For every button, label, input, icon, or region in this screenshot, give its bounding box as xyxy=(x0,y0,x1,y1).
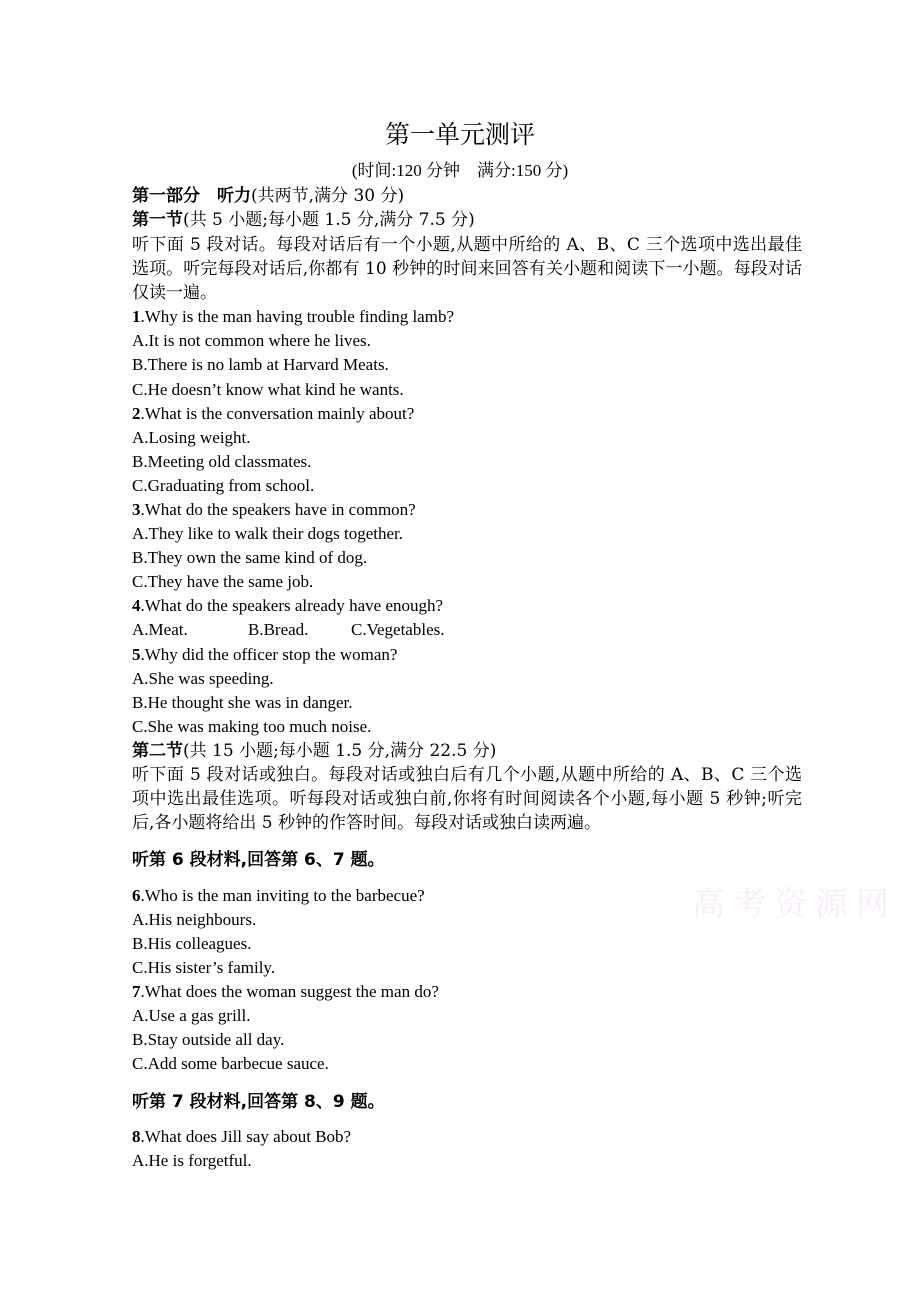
part1-heading-label: 第一部分 听力 xyxy=(132,186,251,206)
option-2b: B.Meeting old classmates. xyxy=(132,452,312,471)
option-5b: B.He thought she was in danger. xyxy=(132,693,353,712)
section1-instructions: 听下面 5 段对话。每段对话后有一个小题,从题中所给的 A、B、C 三个选项中选出最佳选项。听完每段对话后,你都有 10 秒钟的时间来回答有关小题和阅读下一小题。每段对话仅读一遍。 xyxy=(132,235,802,304)
question-text: .What is the conversation mainly about? xyxy=(140,404,415,423)
material-7-heading: 听第 7 段材料,回答第 8、9 题。 xyxy=(132,1092,385,1112)
question-text: .Why is the man having trouble finding lamb? xyxy=(140,307,454,326)
option-4b: B.Bread. xyxy=(248,620,309,639)
question-text: .What does Jill say about Bob? xyxy=(140,1127,352,1146)
question-7 xyxy=(132,980,439,1004)
option-6b: B.His colleagues. xyxy=(132,934,252,953)
question-text: .What do the speakers have in common? xyxy=(140,500,416,519)
option-4a: A.Meat. xyxy=(132,620,188,639)
section1-heading-detail: (共 5 小题;每小题 1.5 分,满分 7.5 分) xyxy=(183,210,475,230)
option-3a: A.They like to walk their dogs together. xyxy=(132,524,403,543)
page-title: 第一单元测评 xyxy=(384,120,535,149)
option-1b: B.There is no lamb at Harvard Meats. xyxy=(132,355,389,374)
option-1c: C.He doesn’t know what kind he wants. xyxy=(132,380,404,399)
question-4 xyxy=(132,594,443,618)
option-2c: C.Graduating from school. xyxy=(132,476,315,495)
section2-heading-detail: (共 15 小题;每小题 1.5 分,满分 22.5 分) xyxy=(183,741,497,761)
section1-heading-label: 第一节 xyxy=(132,210,183,230)
question-number: 8 xyxy=(132,1127,141,1146)
section2-heading xyxy=(132,739,496,763)
option-7b: B.Stay outside all day. xyxy=(132,1030,285,1049)
exam-meta: (时间:120 分钟 满分:150 分) xyxy=(351,161,569,180)
section2-instructions: 听下面 5 段对话或独白。每段对话或独白后有几个小题,从题中所给的 A、B、C 三个选项中选出最佳选项。听每段对话或独白前,你将有时间阅读各个小题,每小题 5 秒钟;听完后,各小题将给出 5 秒钟的作答时间。每段对话或独白读两遍。 xyxy=(132,765,802,834)
question-number: 2 xyxy=(132,404,141,423)
option-6c: C.His sister’s family. xyxy=(132,958,276,977)
part1-heading-detail: (共两节,满分 30 分) xyxy=(251,186,405,206)
question-8 xyxy=(132,1125,351,1149)
section2-heading-label: 第二节 xyxy=(132,741,183,761)
question-number: 7 xyxy=(132,982,141,1001)
watermark: 高考资源网 xyxy=(692,884,897,923)
question-number: 5 xyxy=(132,645,141,664)
option-6a: A.His neighbours. xyxy=(132,910,257,929)
part1-heading xyxy=(132,184,404,208)
question-number: 1 xyxy=(132,307,141,326)
question-1 xyxy=(132,305,454,329)
question-text: .What do the speakers already have enough? xyxy=(140,596,444,615)
option-5a: A.She was speeding. xyxy=(132,669,274,688)
question-text: .What does the woman suggest the man do? xyxy=(140,982,439,1001)
question-text: .Why did the officer stop the woman? xyxy=(140,645,398,664)
option-8a: A.He is forgetful. xyxy=(132,1151,252,1170)
option-1a: A.It is not common where he lives. xyxy=(132,331,371,350)
question-3 xyxy=(132,498,416,522)
option-3c: C.They have the same job. xyxy=(132,572,314,591)
question-6 xyxy=(132,884,425,908)
section1-heading xyxy=(132,208,475,232)
option-7a: A.Use a gas grill. xyxy=(132,1006,251,1025)
option-2a: A.Losing weight. xyxy=(132,428,251,447)
option-3b: B.They own the same kind of dog. xyxy=(132,548,368,567)
question-text: .Who is the man inviting to the barbecue? xyxy=(140,886,425,905)
option-4c: C.Vegetables. xyxy=(351,620,445,639)
question-number: 3 xyxy=(132,500,141,519)
question-2 xyxy=(132,402,414,426)
option-5c: C.She was making too much noise. xyxy=(132,717,372,736)
question-number: 4 xyxy=(132,596,141,615)
material-6-heading: 听第 6 段材料,回答第 6、7 题。 xyxy=(132,850,385,870)
question-number: 6 xyxy=(132,886,141,905)
question-5 xyxy=(132,643,397,667)
option-7c: C.Add some barbecue sauce. xyxy=(132,1054,329,1073)
